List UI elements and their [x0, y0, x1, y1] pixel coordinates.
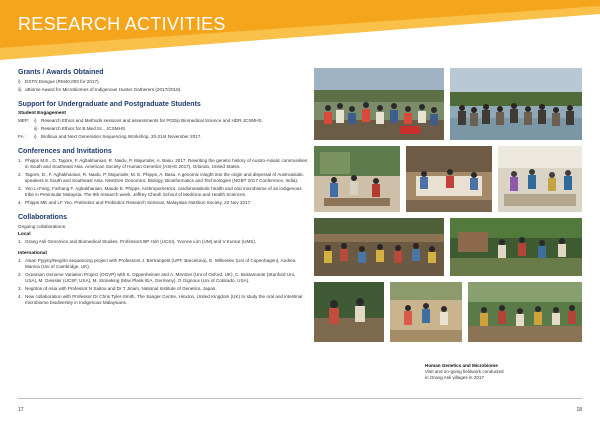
- fieldwork-photo: [314, 68, 444, 140]
- intl-collab-item: [18, 294, 308, 306]
- grants-heading: Grants / Awards Obtained: [18, 69, 104, 76]
- page-number-right: 18: [576, 407, 582, 413]
- grant-item: [18, 87, 308, 93]
- local-collab-text: Orang Asli Genomics and Biomedical Studies, Professors BP Hoh (UCSI), Yvonne Lim (UM) and V Kumar (UMS).: [25, 239, 257, 244]
- intl-collab-item: [18, 286, 308, 292]
- support-num: i): [34, 118, 37, 123]
- fieldwork-photo: [450, 218, 582, 276]
- intl-collab-num: 2.: [18, 272, 22, 277]
- intl-collab-num: 1.: [18, 258, 22, 263]
- fieldwork-photo: [498, 146, 582, 212]
- caption-line: Visit and on-going fieldwork conducted: [425, 369, 504, 374]
- intl-collab-text: Negritos of Asia with Professor N Saitou and Dr T Jinam, National Institute of Genetics, Japan.: [25, 286, 217, 291]
- collaborations-heading: Collaborations: [18, 214, 68, 221]
- conference-item: [18, 172, 308, 184]
- student-engagement-heading: Student Engagement: [18, 111, 66, 116]
- intl-collab-num: 3.: [18, 286, 22, 291]
- photo-caption: [425, 363, 585, 381]
- conference-text: Phipps ME and LF Yeo. Prebiotics and Probiotics Research Seminar, Malaysian Nutrition Society, 22 Nov 2017.: [25, 200, 252, 205]
- support-text: Research Ethics for B.Med.Sc., JCSMHS.: [41, 126, 127, 131]
- grant-num: i): [18, 79, 21, 84]
- support-item: [18, 126, 308, 132]
- fieldwork-photo: [406, 146, 492, 212]
- page-title: RESEARCH ACTIVITIES: [18, 14, 226, 34]
- local-collab-item: [18, 239, 308, 245]
- conference-text: Tagore, D., F. Aghakhanian, R. Naidu, P. Majumder, M. E. Phipps, A. Basu. A genomic insight into the origin and dispersal of Austroasiatic speakers in South and Southeast Asia. NextGen Genomics, Biology, Bioinformatics and Technologies (NGBT 2017 Conference, India).: [25, 172, 304, 183]
- conference-text: Yeo Li-Fang, Farhang F. Aghakhanian, Maude E. Phipps. Anthropometrics, cardiometabolic health and oral microbiome of an indigenous tribe in Peninsular Malaysia. The 9th research week, Jeffrey Cheah School of Medicine and Health Sciences.: [25, 186, 302, 197]
- page-number-left: 17: [18, 407, 24, 413]
- fieldwork-photo: [468, 282, 582, 342]
- fieldwork-photo: [314, 146, 400, 212]
- support-item: [18, 134, 308, 140]
- conference-item: [18, 158, 308, 170]
- photo-grid: [314, 68, 582, 342]
- caption-title: Human Genetics and Microbiome: [425, 363, 498, 368]
- conference-num: 2.: [18, 172, 22, 177]
- conference-num: 3.: [18, 186, 22, 191]
- conferences-heading: Conferences and Invitations: [18, 148, 112, 155]
- local-collab-num: 1.: [18, 239, 22, 244]
- grant-text: DSTN Dengue (RM40,000 for 2017).: [25, 79, 100, 84]
- fieldwork-photo: [314, 218, 444, 276]
- grant-text: uBiome Award for Microbiomes of Indigenous Hunter Gatherers (2017/2018).: [25, 87, 182, 92]
- intl-collab-text: Oceanian Genome Variation Project (OGVP) with S. Oppenheimer and A. Mentzer (Uni of Oxford, UK), C. Bustamante (Stanford Uni, USA), M. Geissler (UCSF, USA), M. Stoneking (Max Plank IEA, Germany), O Gignoux (Uni of Colorado, USA).: [25, 272, 296, 283]
- support-prefix: MEP:: [18, 118, 30, 123]
- intl-collab-text: New collaboration with Professor Dr Chris Tyler-Smith, The Sanger Centre, Hinxton, United Kingdom (UK) to study the oral and intestinal microbiome biodiversity in Indigenous Malaysians.: [25, 294, 303, 305]
- collaborations-intro: Ongoing collaborations:: [18, 224, 67, 229]
- grant-item: [18, 79, 308, 85]
- support-num: i): [34, 134, 37, 139]
- fieldwork-photo: [390, 282, 462, 342]
- grant-num: ii): [18, 87, 22, 92]
- caption-line: in Orang Asli villages in 2017: [425, 375, 484, 380]
- conference-item: [18, 186, 308, 198]
- fieldwork-photo: [450, 68, 582, 140]
- support-prefix: [18, 126, 34, 132]
- intl-collab-item: [18, 258, 308, 270]
- support-heading: Support for Undergraduate and Postgraduate Students: [18, 101, 201, 108]
- fieldwork-photo: [314, 282, 384, 342]
- text-column: [18, 68, 308, 308]
- support-num: ii): [34, 126, 38, 131]
- intl-collab-num: 4.: [18, 294, 22, 299]
- international-heading: International: [18, 251, 47, 256]
- support-prefix: FA :: [18, 134, 26, 139]
- intl-collab-text: Asian Pygmy/Negrito sequencing project with Professors J. Bertranpetit (UPF, Barcelona), E. Willerslev (Uni of Copenhagen), Andrea Manica (Uni of Cambridge, UK).: [25, 258, 296, 269]
- local-heading: Local: [18, 232, 31, 237]
- footer-divider: [18, 398, 582, 399]
- conference-text: Phipps M.E., D. Tagore, F. Aghakhanian, R. Naidu, P. Majumder, A. Basu. 2017. Rewriting the genetic history of Austro-Asiatic communities in South and Southeast Asia. American Society of Human Genetics (ASHG 2017), Orlando, United States.: [25, 158, 308, 169]
- conference-item: [18, 200, 308, 206]
- conference-num: 1.: [18, 158, 22, 163]
- support-item: [18, 118, 308, 124]
- intl-collab-item: [18, 272, 308, 284]
- support-text: Biofinux and Next Generation Sequencing Workshop, 20-21st November 2017.: [41, 134, 202, 139]
- support-text: Research Ethics and Methods sessions and assessments for PGDip Biomedical Science and HDR JCSMHS.: [41, 118, 263, 123]
- conference-num: 4.: [18, 200, 22, 205]
